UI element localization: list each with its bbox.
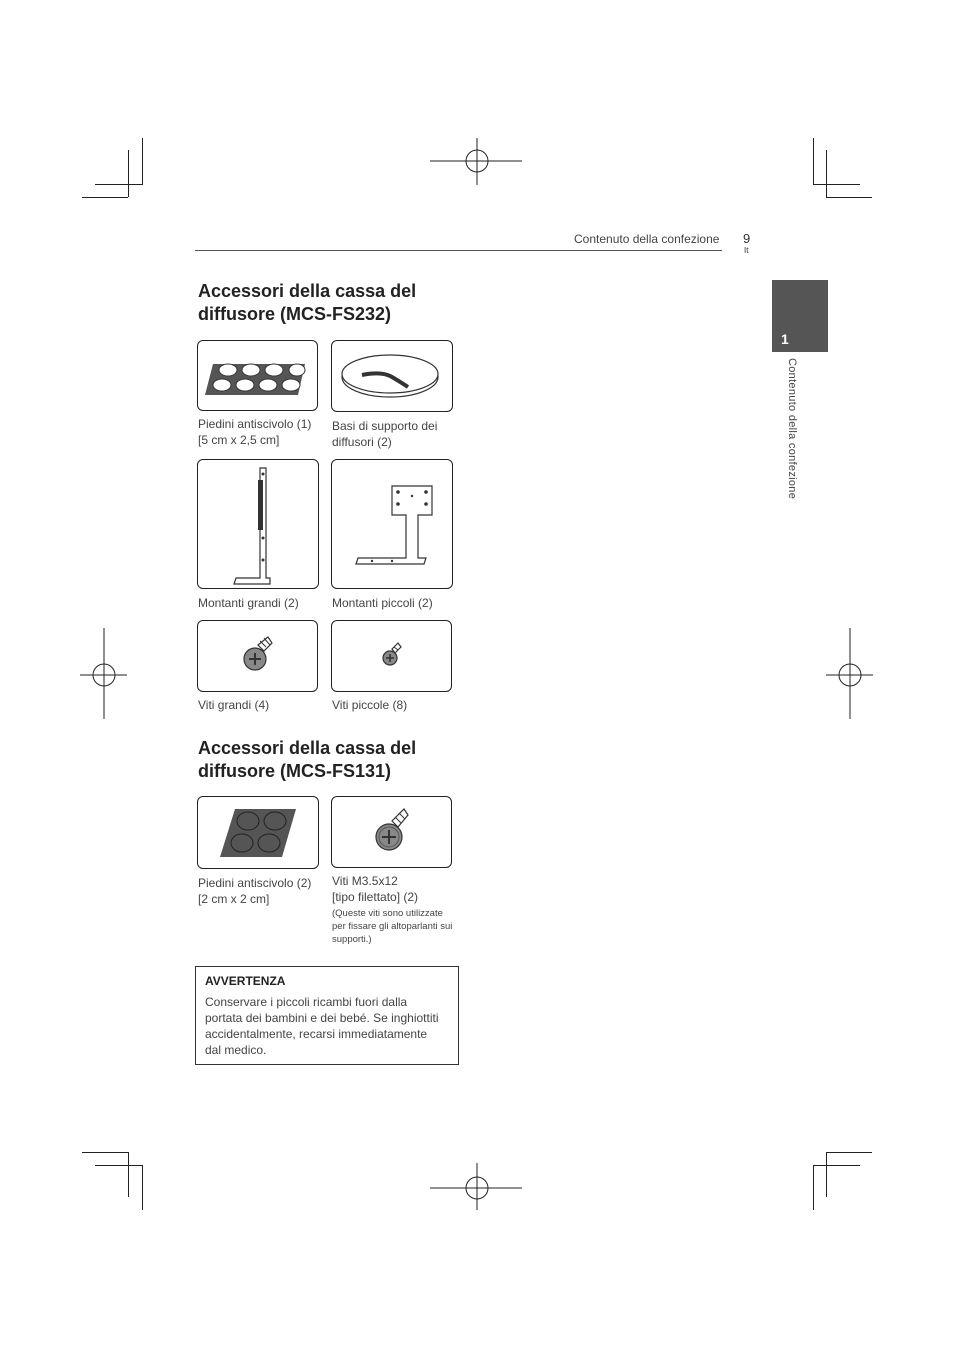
caption-large-screws: Viti grandi (4) [198, 698, 270, 712]
registration-mark-right-icon [826, 628, 874, 720]
registration-mark-bottom-icon [430, 1163, 524, 1211]
caption-anti-slip-pads-small: Piedini antiscivolo (2) [2 cm x 2 cm] [198, 876, 312, 906]
page-number: 9 [743, 231, 751, 246]
running-header: Contenuto della confezione [574, 232, 720, 246]
illustration-m35-screws [331, 796, 452, 868]
registration-mark-left-icon [80, 628, 128, 720]
caption-anti-slip-pads-large: Piedini antiscivolo (1) [5 cm x 2,5 cm] [198, 417, 312, 447]
warning-text: Conservare i piccoli ricambi fuori dalla portata dei bambini e dei bebé. Se inghiottiti accidentalmente, recarsi immediatamente dal medico. [205, 995, 439, 1057]
illustration-anti-slip-pads-small [197, 796, 319, 869]
anti-slip-pads-small-icon [198, 797, 320, 870]
section-title-fs131: Accessori della cassa del diffusore (MCS-FS131) [198, 738, 417, 781]
caption-small-screws: Viti piccole (8) [332, 698, 408, 712]
illustration-anti-slip-pads-large [197, 340, 318, 411]
registration-mark-top-icon [430, 138, 524, 186]
small-screw-icon [332, 621, 453, 693]
anti-slip-pads-icon [198, 341, 319, 412]
illustration-small-screws [331, 620, 452, 692]
support-base-disc-icon [332, 341, 454, 413]
small-upright-bracket-icon [332, 460, 454, 590]
illustration-large-screws [197, 620, 318, 692]
large-upright-bracket-icon [198, 460, 320, 590]
illustration-support-bases [331, 340, 453, 412]
header-rule [195, 250, 722, 251]
warning-title: AVVERTENZA [205, 974, 286, 988]
caption-small-uprights: Montanti piccoli (2) [332, 596, 433, 610]
illustration-small-uprights [331, 459, 453, 589]
section-title-fs232: Accessori della cassa del diffusore (MCS-FS232) [198, 281, 417, 324]
illustration-large-uprights [197, 459, 319, 589]
note-m35-screws: (Queste viti sono utilizzate per fissare gli altoparlanti sui supporti.) [332, 908, 453, 945]
page-language: It [744, 246, 749, 255]
caption-m35-screws: Viti M3.5x12 [tipo filettato] (2) [332, 874, 419, 904]
threaded-screw-icon [332, 797, 453, 869]
chapter-number: 1 [781, 331, 789, 347]
large-screw-icon [198, 621, 319, 693]
caption-support-bases: Basi di supporto dei diffusori (2) [332, 419, 438, 449]
caption-large-uprights: Montanti grandi (2) [198, 596, 299, 610]
chapter-side-label: Contenuto della confezione [786, 358, 798, 500]
